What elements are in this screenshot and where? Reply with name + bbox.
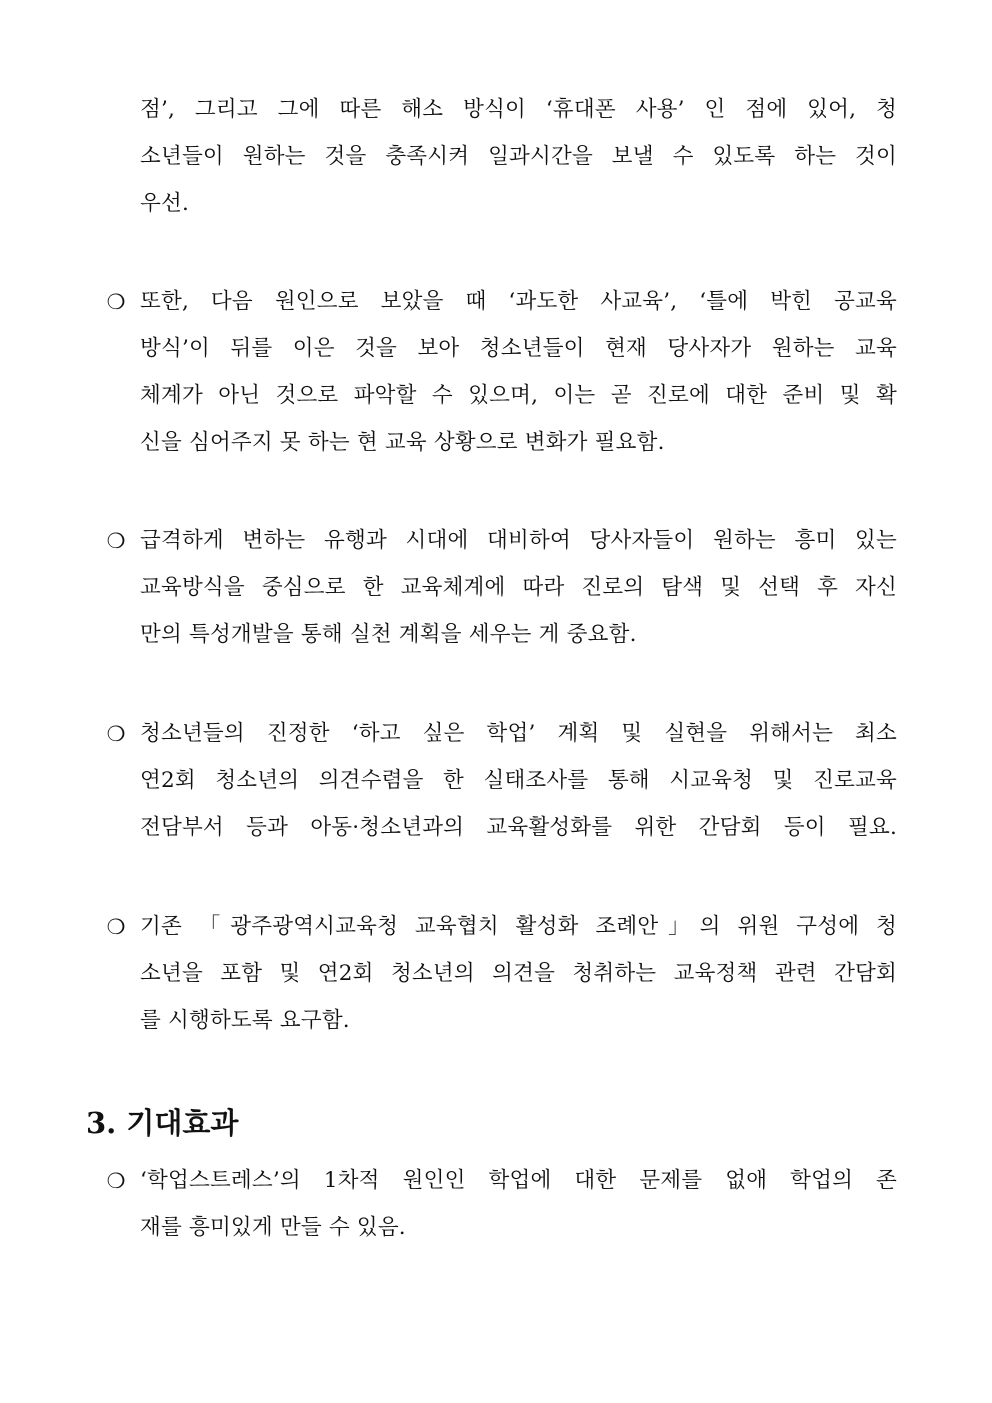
paragraph-line: 소년들이 원하는 것을 충족시켜 일과시간을 보낼 수 있도록 하는 것이	[140, 144, 897, 169]
paragraph-line: 기존 「광주광역시교육청 교육협치 활성화 조례안」의 위원 구성에 청	[140, 914, 897, 939]
paragraph-line: 또한, 다음 원인으로 보았을 때 ‘과도한 사교육’, ‘틀에 박힌 공교육	[140, 289, 897, 314]
paragraph-line: 청소년들의 진정한 ‘하고 싶은 학업’ 계획 및 실현을 위해서는 최소	[140, 721, 897, 746]
circle-bullet-icon: ❍	[106, 290, 126, 314]
paragraph-line: 방식’이 뒤를 이은 것을 보아 청소년들이 현재 당사자가 원하는 교육	[140, 336, 897, 361]
paragraph-line: 전담부서 등과 아동·청소년과의 교육활성화를 위한 간담회 등이 필요.	[140, 815, 897, 840]
circle-bullet-icon: ❍	[106, 915, 126, 939]
paragraph-line: 체계가 아닌 것으로 파악할 수 있으며, 이는 곧 진로에 대한 준비 및 확	[140, 383, 897, 408]
paragraph-line: 급격하게 변하는 유행과 시대에 대비하여 당사자들이 원하는 흥미 있는	[140, 528, 897, 553]
paragraph-line: ‘학업스트레스’의 1차적 원인인 학업에 대한 문제를 없애 학업의 존	[140, 1168, 897, 1193]
circle-bullet-icon: ❍	[106, 722, 126, 746]
paragraph-line: 신을 심어주지 못 하는 현 교육 상황으로 변화가 필요함.	[140, 430, 665, 455]
paragraph-line: 소년을 포함 및 연2회 청소년의 의견을 청취하는 교육정책 관련 간담회	[140, 961, 897, 986]
section-heading: 3. 기대효과	[86, 1106, 239, 1140]
paragraph-line: 만의 특성개발을 통해 실천 계획을 세우는 게 중요함.	[140, 622, 637, 647]
paragraph-line: 교육방식을 중심으로 한 교육체계에 따라 진로의 탐색 및 선택 후 자신	[140, 575, 897, 600]
circle-bullet-icon: ❍	[106, 1169, 126, 1193]
paragraph-line: 점’, 그리고 그에 따른 해소 방식이 ‘휴대폰 사용’ 인 점에 있어, 청	[140, 97, 897, 122]
paragraph-line: 재를 흥미있게 만들 수 있음.	[140, 1215, 406, 1240]
paragraph-line: 를 시행하도록 요구함.	[140, 1008, 350, 1033]
circle-bullet-icon: ❍	[106, 529, 126, 553]
paragraph-line: 우선.	[140, 191, 189, 216]
paragraph-line: 연2회 청소년의 의견수렴을 한 실태조사를 통해 시교육청 및 진로교육	[140, 768, 897, 793]
